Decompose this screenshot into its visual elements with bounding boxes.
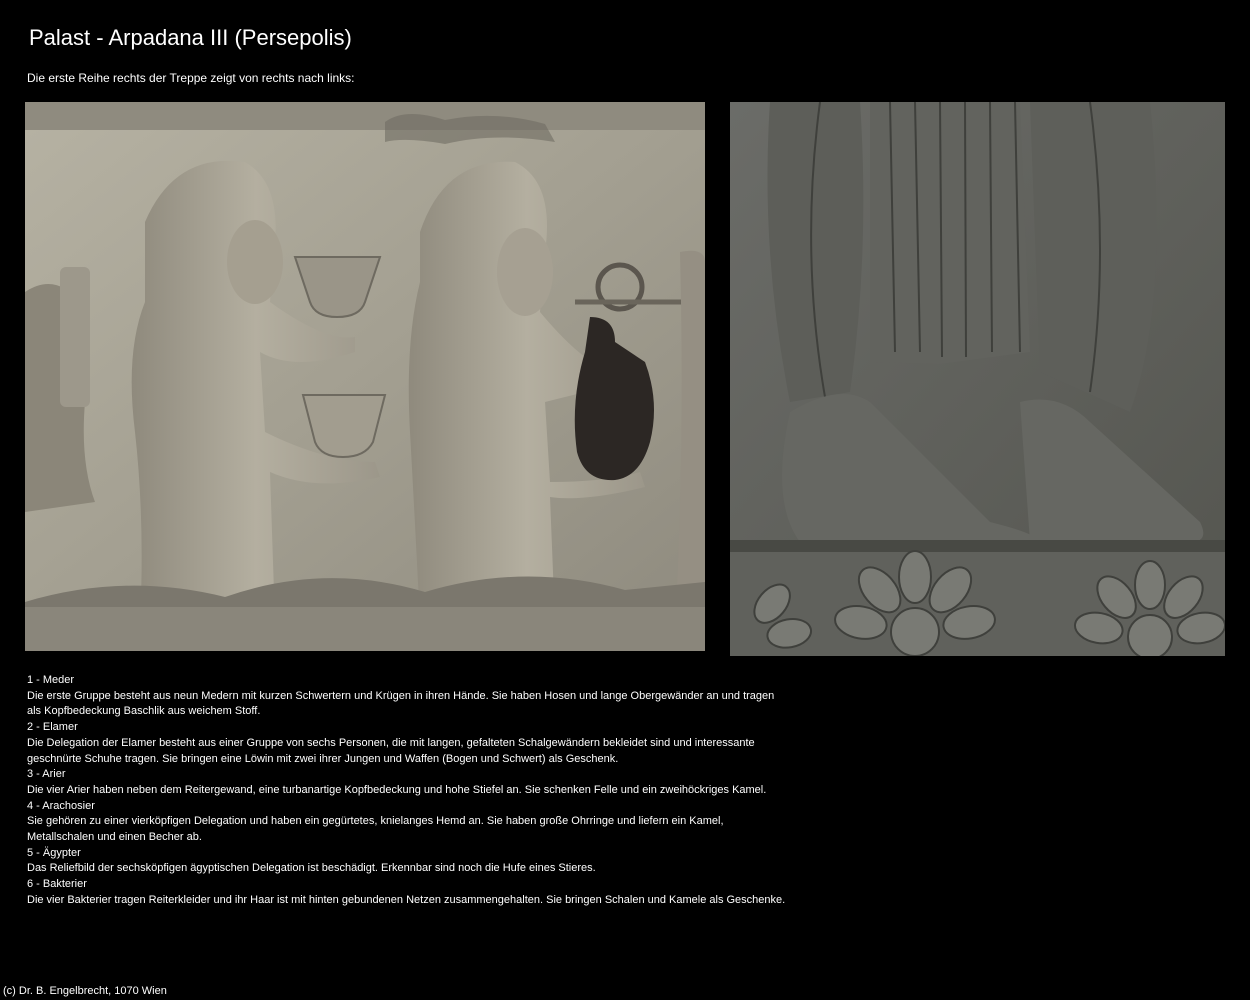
list-item <box>27 720 787 767</box>
list-item <box>27 799 787 846</box>
description-heading: 3 - Arier <box>27 768 66 781</box>
list-item <box>27 673 787 720</box>
description-text: Sie gehören zu einer vierköpfigen Delegation und haben ein gegürtetes, knielanges Hemd an. Sie haben große Ohrringe und liefern ein Kamel, Metallschalen und einen Becher ab. <box>27 815 724 844</box>
page-title: Palast - Arpadana III (Persepolis) <box>29 25 352 50</box>
list-item <box>27 877 787 908</box>
description-heading: 2 - Elamer <box>27 721 78 734</box>
description-heading: 5 - Ägypter <box>27 846 81 859</box>
page-subtitle: Die erste Reihe rechts der Treppe zeigt von rechts nach links: <box>27 71 355 85</box>
description-heading: 1 - Meder <box>27 674 75 686</box>
description-heading: 6 - Bakterier <box>27 878 87 891</box>
description-text: Die vier Bakterier tragen Reiterkleider und ihr Haar ist mit hinten gebundenen Netzen zusammengehalten. Sie bringen Schalen und Kamele als Geschenke. <box>27 893 786 906</box>
description-text: Das Reliefbild der sechsköpfigen ägyptischen Delegation ist beschädigt. Erkennbar sind noch die Hufe eines Stieres. <box>27 862 596 875</box>
copyright-footer: (c) Dr. B. Engelbrecht, 1070 Wien <box>3 985 167 997</box>
list-item <box>27 846 787 877</box>
description-text: Die vier Arier haben neben dem Reitergewand, eine turbanartige Kopfbedeckung und hohe Stiefel an. Sie schenken Felle und ein zweihöckriges Kamel. <box>27 783 767 796</box>
list-item <box>27 767 787 798</box>
description-text: Die erste Gruppe besteht aus neun Medern mit kurzen Schwertern und Krügen in ihren Hände. Sie haben Hosen und lange Obergewänder an und tragen als Kopfbedeckung Baschlik aus weichem Stoff. <box>27 689 775 718</box>
relief-photo-tribute-bearers <box>25 102 705 651</box>
description-list <box>27 673 787 909</box>
relief-photo-feet-rosettes <box>730 102 1225 656</box>
description-text: Die Delegation der Elamer besteht aus einer Gruppe von sechs Personen, die mit langen, gefalteten Schalgewändern bekleidet sind und interessante geschnürte Schuhe tragen. Sie bringen eine Löwin mit zwei ihrer Jungen und Waffen (Bogen und Schwert) als Geschenk. <box>27 736 755 765</box>
description-heading: 4 - Arachosier <box>27 799 95 812</box>
